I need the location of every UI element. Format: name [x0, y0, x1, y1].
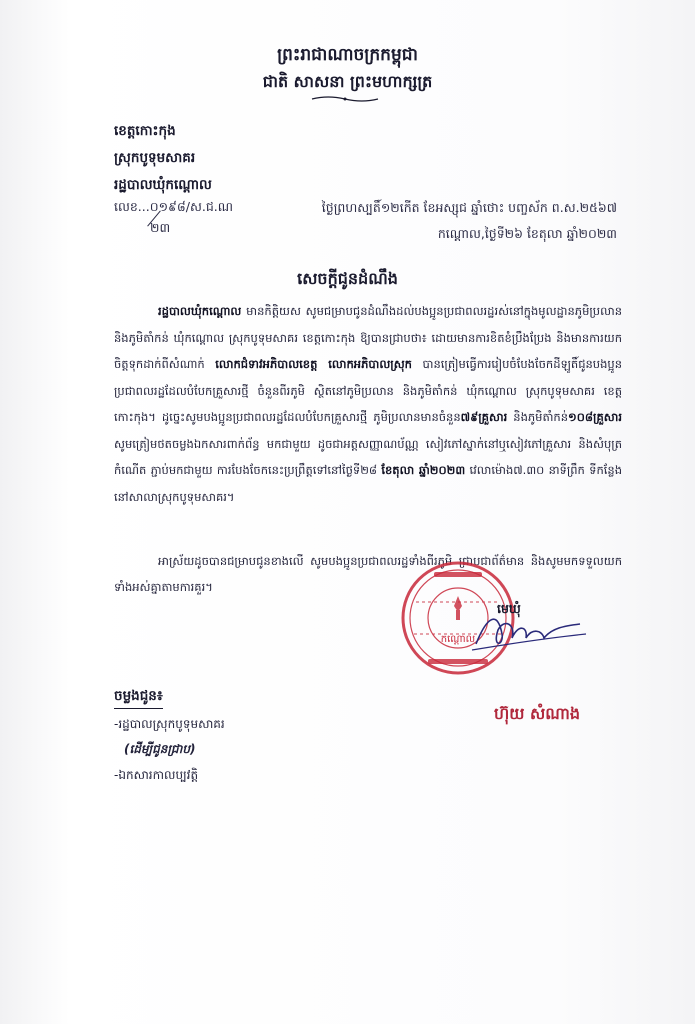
issuer-province: ខេត្តកោះកុង [114, 123, 176, 139]
body-count-village-1: ៧៩គ្រួសារ [460, 410, 508, 424]
issuer-district: ស្រុកបូទុមសាគរ [114, 150, 196, 166]
reference-number: លេខ...០១៩៨/ស.ជ.ណ [114, 199, 233, 214]
issuer-commune: រដ្ឋបាលឃុំកណ្តោល [114, 177, 212, 193]
reference-sub: ២៣ [150, 220, 171, 235]
closing-paragraph [114, 548, 622, 600]
body-text-e: វេលាម៉ោង៧.៣០ នាទីព្រឹក ទីកន្លែងនៅសាលាស្រុកបូទុមសាគរ។ [114, 463, 622, 504]
body-lead: រដ្ឋបាលឃុំកណ្តោល [158, 304, 242, 318]
cc-item-note: (ដើម្បីជូនជ្រាប) [124, 742, 196, 756]
signatory-name: ហ៊ុយ សំណាង [494, 704, 581, 723]
kingdom-title: ព្រះរាជាណាចក្រកម្ពុជា [277, 45, 418, 65]
national-motto: ជាតិ សាសនា ព្រះមហាក្សត្រ [262, 72, 433, 91]
body-text-c: និងភូមិតាំកន់ [507, 410, 569, 424]
body-count-village-2: ១០៨គ្រួសារ [568, 410, 623, 424]
signatory-title: មេឃុំ [497, 601, 521, 616]
body-text-d: សូមត្រៀមថតចម្លងឯកសារពាក់ព័ន្ធ មកជាមួយ ដូចជាអត្តសញ្ញាណប័ណ្ណ សៀវភៅស្នាក់នៅឬសៀវភៅគ្រួសារ និងសំបុត្រកំណើត ភ្ជាប់មកជាមួយ ការបែងចែកនេះប្រព្រឹត្តទៅនៅថ្ងៃទី២៨ [114, 436, 622, 477]
motto-ornament [310, 95, 380, 103]
lunar-date: ថ្ងៃព្រហស្បតិ៍១២កើត ខែអស្សុជ ឆ្នាំថោះ បញ្ចស័ក ព.ស.២៥៦៧ [321, 200, 617, 215]
closing-text: អាស្រ័យដូចបានជម្រាបជូនខាងលើ សូមបងប្អូនប្រជាពលរដ្ឋទាំងពីរភូមិ ជ្រាបជាព័ត៌មាន និងសូមមកទទួលយកទាំងអស់គ្នាតាមការគួរ។ [114, 554, 622, 594]
body-text-b: បានត្រៀមធ្វើការរៀបចំបែងចែកដីឡូតិ៍ជូនបងប្អូនប្រជាពលរដ្ឋដែលបំបែកគ្រួសារថ្មី ចំនួនពីរភូមិ ស្ថិតនៅភូមិប្រលាន និងភូមិតាំកន់ ឃុំកណ្តោល ស្រុកបូទុមសាគរ ខេត្តកោះកុង។ ដូច្នេះសូមបងប្អូនប្រជាពលរដ្ឋដែលបំបែកគ្រួសារថ្មី ភូមិប្រលានមានចំនួន [114, 357, 622, 424]
cc-item: -រដ្ឋបាលស្រុកបូទុមសាគរ [114, 717, 225, 731]
body-text-a: មានកិត្តិយស សូមជម្រាបជូនដំណឹងដល់បងប្អូនប្រជាពលរដ្ឋរស់នៅក្នុងមូលដ្ឋានភូមិប្រលាន និងភូមិតាំកន់ ឃុំកណ្តោល ស្រុកបូទុមសាគរ ខេត្តកោះកុង ឱ្យបានជ្រាបថា៖ ដោយមានការខិតខំប្រឹងប្រែង និងមានការយកចិត្តទុកដាក់ពីសំណាក់ [114, 304, 622, 371]
solar-date: កណ្តោល,ថ្ងៃទី២៦ ខែតុលា ឆ្នាំ២០២៣ [437, 226, 617, 241]
seal-center-text: កណ្តោល [440, 634, 476, 645]
notice-body [114, 298, 622, 510]
cc-item: -ឯកសារកាលប្បវត្តិ [114, 768, 199, 782]
body-officials: លោកជំទាវអភិបាលខេត្ត លោកអភិបាលស្រុក [215, 357, 412, 371]
handwritten-signature [468, 604, 588, 659]
body-event-date: ខែតុលា ឆ្នាំ២០២៣ [381, 463, 466, 477]
notice-title: សេចក្តីជូនដំណឹង [297, 269, 398, 288]
cc-heading: ចម្លងជូន៖ [114, 687, 163, 709]
